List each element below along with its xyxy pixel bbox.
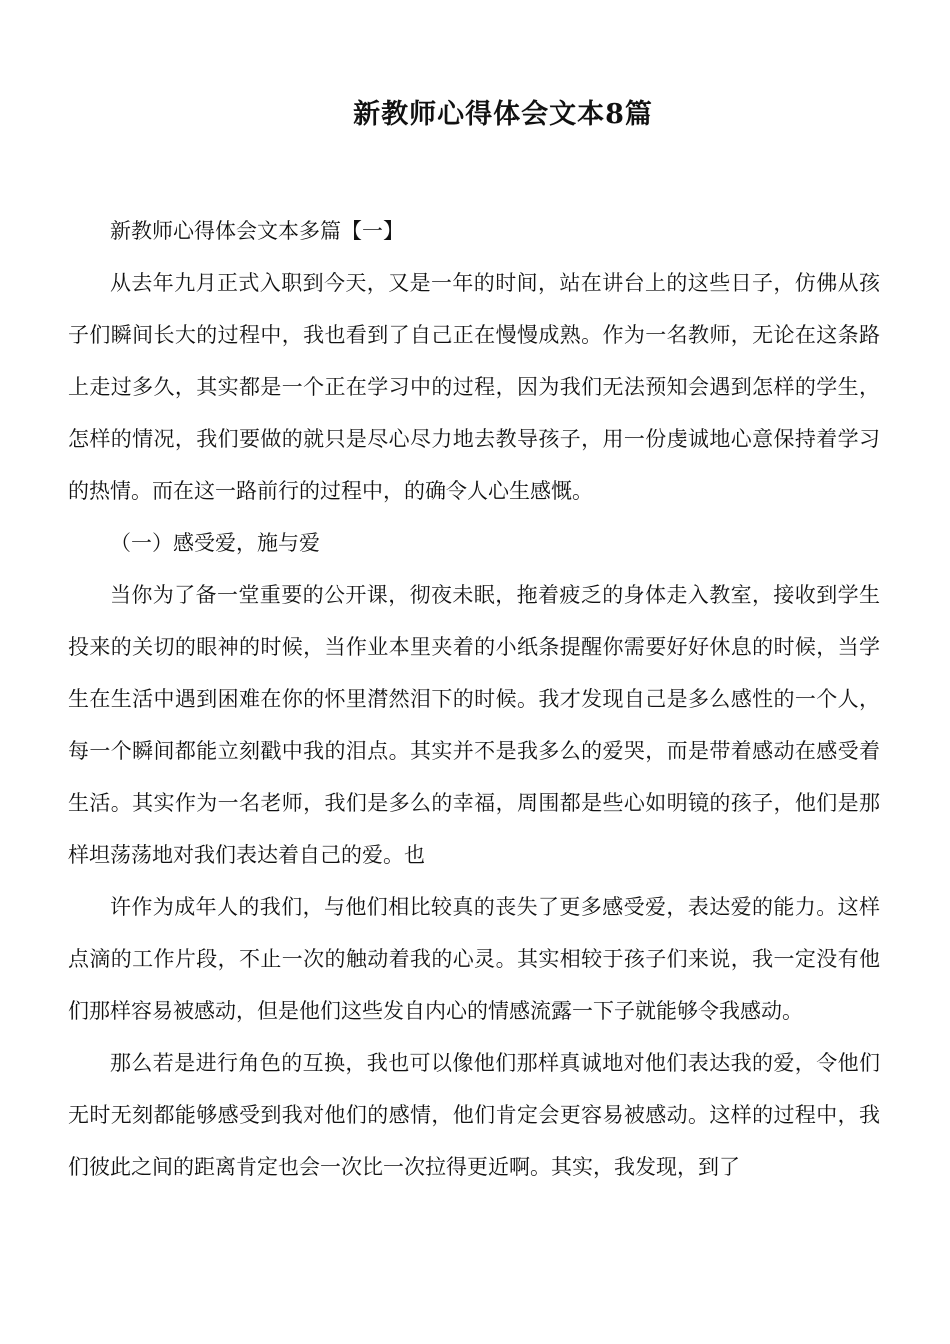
document-title: 新教师心得体会文本8篇: [353, 99, 653, 130]
document-body: [68, 205, 880, 1193]
section-heading: 新教师心得体会文本多篇【一】: [110, 219, 404, 243]
subsection-heading: （一）感受爱，施与爱: [110, 531, 320, 555]
paragraph: 那么若是进行角色的互换，我也可以像他们那样真诚地对他们表达我的爱，令他们无时无刻都能够感受到我对他们的感情，他们肯定会更容易被感动。这样的过程中，我们彼此之间的距离肯定也会一次比一次拉得更近啊。其实，我发现，到了: [68, 1051, 880, 1179]
paragraph: 当你为了备一堂重要的公开课，彻夜未眠，拖着疲乏的身体走入教室，接收到学生投来的关切的眼神的时候，当作业本里夹着的小纸条提醒你需要好好休息的时候，当学生在生活中遇到困难在你的怀里潸然泪下的时候。我才发现自己是多么感性的一个人，每一个瞬间都能立刻戳中我的泪点。其实并不是我多么的爱哭，而是带着感动在感受着生活。其实作为一名老师，我们是多么的幸福，周围都是些心如明镜的孩子，他们是那样坦荡荡地对我们表达着自己的爱。也: [68, 583, 880, 867]
paragraph: 许作为成年人的我们，与他们相比较真的丧失了更多感受爱，表达爱的能力。这样点滴的工作片段，不止一次的触动着我的心灵。其实相较于孩子们来说，我一定没有他们那样容易被感动，但是他们这些发自内心的情感流露一下子就能够令我感动。: [68, 895, 880, 1023]
paragraph: 从去年九月正式入职到今天，又是一年的时间，站在讲台上的这些日子，仿佛从孩子们瞬间长大的过程中，我也看到了自己正在慢慢成熟。作为一名教师，无论在这条路上走过多久，其实都是一个正在学习中的过程，因为我们无法预知会遇到怎样的学生，怎样的情况，我们要做的就只是尽心尽力地去教导孩子，用一份虔诚地心意保持着学习的热情。而在这一路前行的过程中，的确令人心生感慨。: [68, 271, 880, 503]
